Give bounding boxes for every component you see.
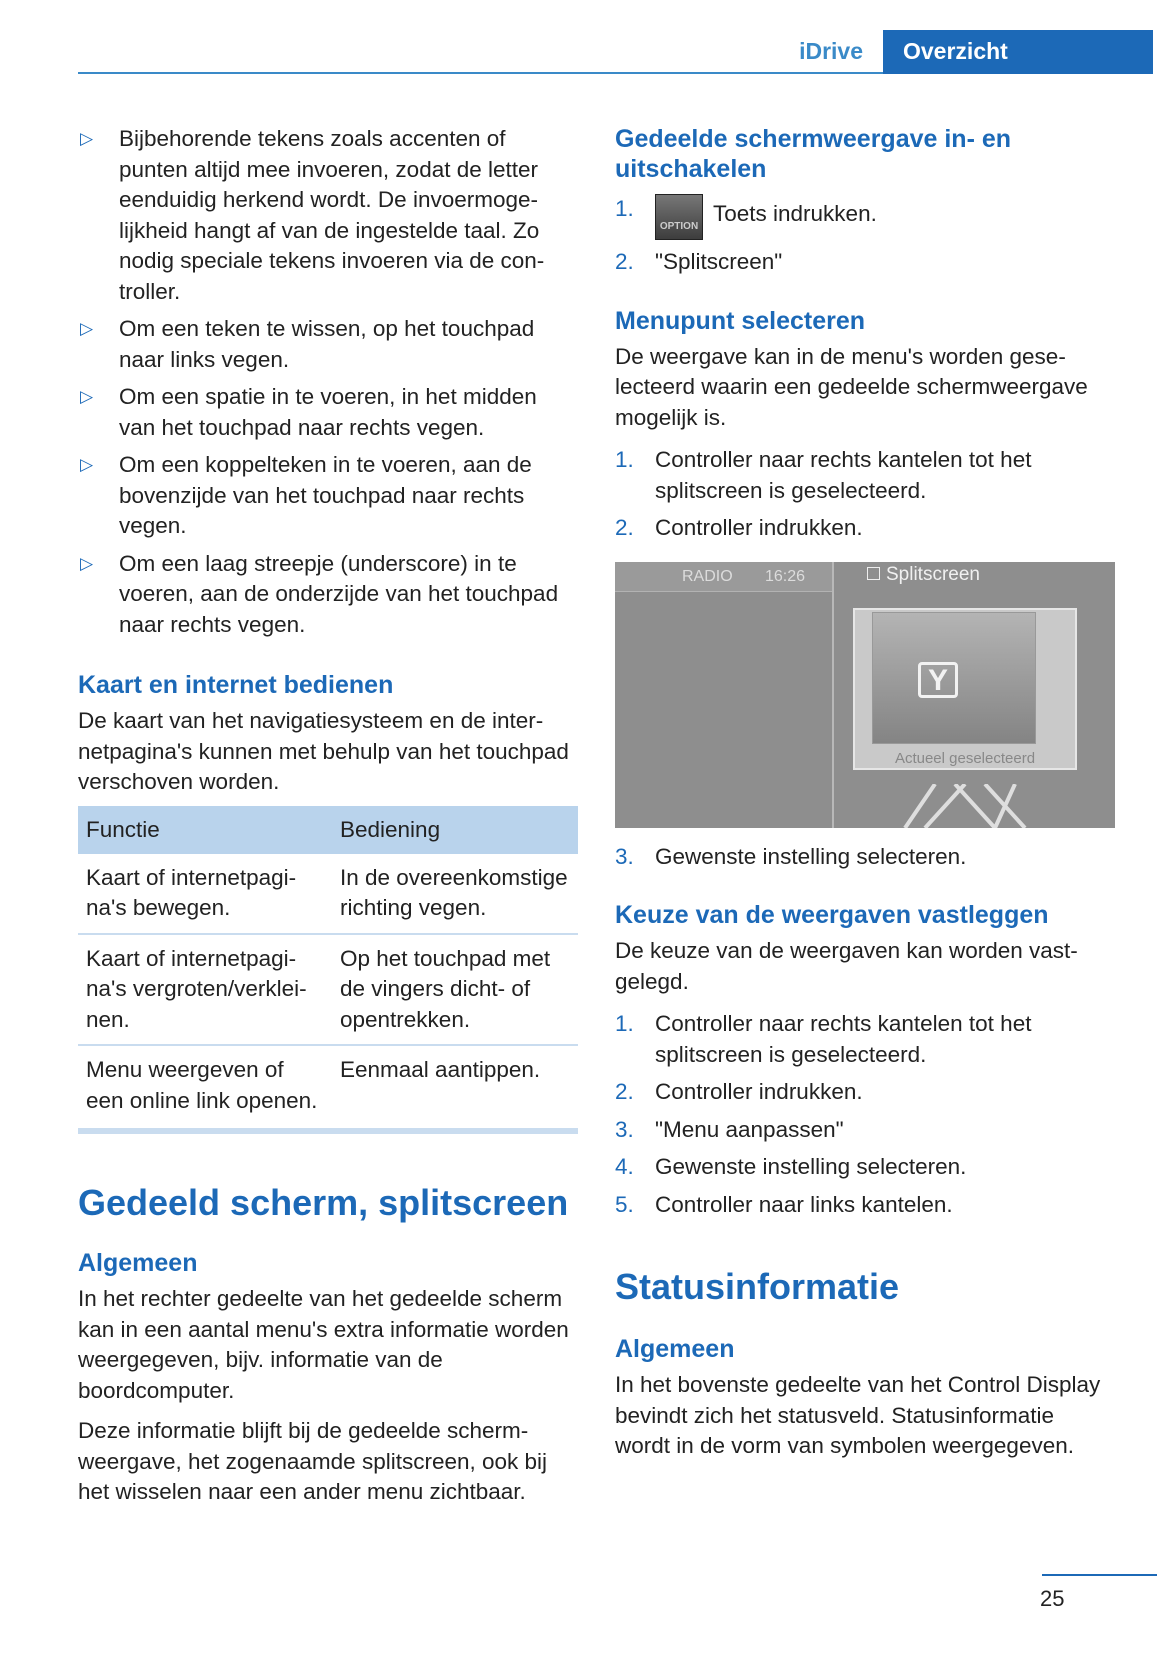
list-item: 2. "Splitscreen" bbox=[615, 249, 783, 274]
list-item: ▷ Bijbehorende tekens zoals accenten of punten altijd mee invoeren, zodat de letter eenduidig herkend wordt. De invoermogelijkheid hangt af van de ingestelde taal. Zo nodig speciale tekens invoeren via de controller. bbox=[80, 126, 545, 304]
split-section-title: Gedeeld scherm, splitscreen bbox=[78, 1182, 569, 1223]
list-item: 5. Controller naar links kantelen. bbox=[615, 1191, 953, 1217]
map-text: De kaart van het navigatiesysteem en de internetpagina's kunnen met behulp van het touchpad verschoven worden. bbox=[78, 708, 569, 794]
status-algemeen-heading: Algemeen bbox=[615, 1335, 735, 1363]
list-item: 1. Controller naar rechts kantelen tot het splitscreen is geselecteerd. bbox=[615, 1011, 1032, 1067]
menu-steps bbox=[615, 445, 1115, 544]
table-header-row bbox=[78, 806, 578, 854]
junction-icon: Y bbox=[918, 662, 958, 698]
list-item: 3. "Menu aanpassen" bbox=[615, 1116, 844, 1142]
screen-splitscreen-label: Splitscreen bbox=[867, 564, 980, 586]
option-button-icon: OPTION bbox=[655, 194, 703, 240]
page-number-rule bbox=[1042, 1574, 1157, 1576]
list-item: 1. OPTIONToets indrukken. bbox=[615, 194, 1115, 240]
status-section-title: Statusinformatie bbox=[615, 1266, 900, 1307]
screen-actueel-label: Actueel geselecteerd bbox=[894, 749, 1036, 767]
keuze-text: De keuze van de weergaven kan worden vastgelegd. bbox=[615, 938, 1078, 994]
triangle-bullet-icon: ▷ bbox=[80, 129, 94, 148]
table-row bbox=[78, 934, 578, 1046]
checkbox-icon bbox=[867, 567, 880, 580]
operations-table bbox=[78, 806, 578, 1135]
page-header bbox=[78, 30, 1153, 74]
toggle-steps bbox=[615, 194, 1115, 278]
list-item: ▷ Om een spatie in te voeren, in het midden van het touchpad naar rechts vegen. bbox=[80, 384, 537, 440]
page-number: 25 bbox=[1040, 1586, 1065, 1611]
table-row bbox=[78, 1045, 578, 1131]
map-lines-icon bbox=[895, 784, 1035, 828]
table-header-bediening: Bediening bbox=[332, 806, 578, 854]
table-cell: Kaart of internetpagina's bewegen. bbox=[78, 854, 332, 934]
algemeen-paragraph-1: In het rechter gedeelte van het gedeelde scherm kan in een aantal menu's extra informatie worden weergegeven, bijv. informatie van de boordcomputer. bbox=[78, 1286, 569, 1403]
list-item: ▷ Om een laag streepje (underscore) in te voeren, aan de onderzijde van het touchpad naar rechts vegen. bbox=[80, 550, 559, 637]
splitscreen-screenshot bbox=[615, 562, 1115, 828]
screen-divider bbox=[832, 562, 834, 828]
triangle-bullet-icon: ▷ bbox=[80, 319, 94, 338]
table-cell: In de overeenkomstige richting vegen. bbox=[332, 854, 578, 934]
list-item: 2. Controller indrukken. bbox=[615, 1079, 863, 1104]
triangle-bullet-icon: ▷ bbox=[80, 553, 94, 573]
table-cell: Menu weergeven of een online link openen. bbox=[78, 1045, 332, 1131]
header-tab: Overzicht bbox=[883, 30, 1153, 74]
map-heading: Kaart en internet bedienen bbox=[78, 671, 394, 699]
keuze-steps bbox=[615, 1009, 1115, 1220]
table-row bbox=[78, 854, 578, 934]
menu-step-3 bbox=[615, 842, 1115, 873]
menu-text: De weergave kan in de menu's worden geselecteerd waarin een gedeelde schermweergave mogelijk is. bbox=[615, 343, 1088, 430]
toggle-heading: Gedeelde schermweergave in- en uitschakelen bbox=[615, 125, 1012, 183]
table-cell: Eenmaal aantippen. bbox=[332, 1045, 578, 1131]
algemeen-heading: Algemeen bbox=[78, 1249, 198, 1277]
screen-radio-label: RADIO bbox=[682, 567, 733, 585]
list-item: 3. Gewenste instelling selecteren. bbox=[615, 843, 967, 869]
status-text: In het bovenste gedeelte van het Control Display bevindt zich het statusveld. Statusinformatie wordt in de vorm van symbolen weergegeven. bbox=[615, 1372, 1101, 1458]
header-section: iDrive bbox=[799, 38, 863, 64]
left-column bbox=[78, 124, 578, 1518]
triangle-bullet-icon: ▷ bbox=[80, 387, 94, 406]
table-header-functie: Functie bbox=[78, 806, 332, 854]
list-item: 2. Controller indrukken. bbox=[615, 515, 863, 540]
keuze-heading: Keuze van de weergaven vastleggen bbox=[615, 901, 1049, 929]
list-item: 4. Gewenste instelling selecteren. bbox=[615, 1154, 967, 1179]
bullet-list bbox=[78, 124, 578, 640]
menu-heading: Menupunt selecteren bbox=[615, 306, 866, 335]
table-cell: Kaart of internetpagina's vergroten/verkleinen. bbox=[78, 934, 332, 1046]
table-cell: Op het touchpad met de vingers dicht- of opentrekken. bbox=[332, 934, 578, 1046]
list-item: ▷ Om een koppelteken in te voeren, aan de bovenzijde van het touchpad naar rechts vegen. bbox=[80, 452, 532, 538]
list-item: ▷ Om een teken te wissen, op het touchpad naar links vegen. bbox=[80, 316, 535, 372]
triangle-bullet-icon: ▷ bbox=[80, 455, 94, 474]
right-column bbox=[615, 124, 1115, 1472]
algemeen-paragraph-2: Deze informatie blijft bij de gedeelde schermweergave, het zogenaamde splitscreen, ook bij het wisselen naar een ander menu zichtbaar. bbox=[78, 1418, 548, 1504]
screen-time: 16:26 bbox=[765, 567, 806, 585]
list-item: 1. Controller naar rechts kantelen tot het splitscreen is geselecteerd. bbox=[615, 447, 1032, 503]
